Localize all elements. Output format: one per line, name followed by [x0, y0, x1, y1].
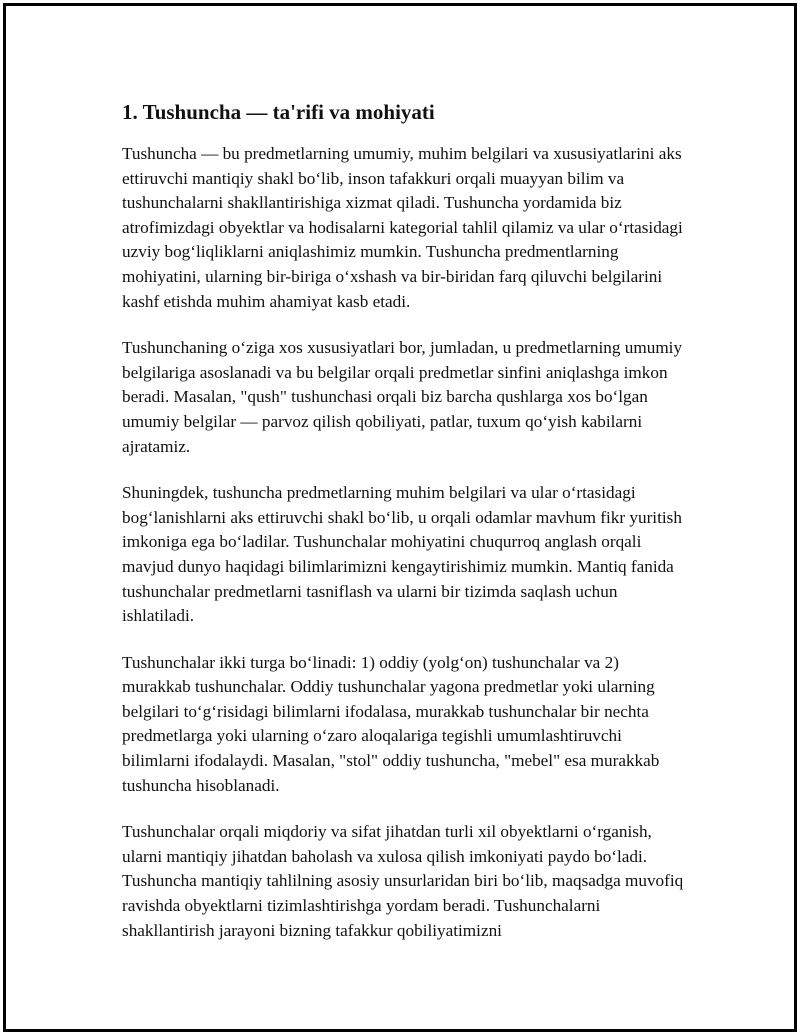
- page-title: 1. Tushuncha — ta'rifi va mohiyati: [122, 100, 435, 124]
- document-body: [122, 98, 688, 965]
- paragraph-3: Shuningdek, tushuncha predmetlarning muhim belgilari va ular o‘rtasidagi bog‘lanishlarni aks ettiruvchi shakl bo‘lib, u orqali odamlar mavhum fikr yuritish imkoniga ega bo‘ladilar. Tushunchalar mohiyatini chuqurroq anglash orqali mavjud dunyo haqidagi bilimlarimizni kengaytirishimiz mumkin. Mantiq fanida tushunchalar predmetlarni tasniflash va ularni bir tizimda saqlash uchun ishlatiladi.: [122, 483, 682, 626]
- paragraph-4: Tushunchalar ikki turga bo‘linadi: 1) oddiy (yolg‘on) tushunchalar va 2) murakkab tushunchalar. Oddiy tushunchalar yagona predmetlar yoki ularning belgilari to‘g‘risidagi bilimlarni ifodalasa, murakkab tushunchalar bir nechta predmetlarga yoki ularning o‘zaro aloqalariga tegishli umumlashtiruvchi bilimlarni ifodalaydi. Masalan, "stol" oddiy tushuncha, "mebel" esa murakkab tushuncha hisoblanadi.: [122, 652, 660, 795]
- paragraph-1: Tushuncha — bu predmetlarning umumiy, muhim belgilari va xususiyatlarini aks ettiruvchi mantiqiy shakl bo‘lib, inson tafakkuri orqali muayyan bilim va tushunchalarni shakllantirishiga xizmat qiladi. Tushuncha yordamida biz atrofimizdagi obyektlar va hodisalarni kategorial tahlil qilamiz va ular o‘rtasidagi uzviy bog‘liqliklarni aniqlashimiz mumkin. Tushuncha predmentlarning mohiyatini, ularning bir-biriga o‘xshash va bir-biridan farq qiluvchi belgilarini kashf etishda muhim ahamiyat kasb etadi.: [122, 144, 683, 311]
- page-frame: [3, 3, 797, 1032]
- paragraph-5: Tushunchalar orqali miqdoriy va sifat jihatdan turli xil obyektlarni o‘rganish, ularni mantiqiy jihatdan baholash va xulosa qilish imkoniyati paydo bo‘ladi. Tushuncha mantiqiy tahlilning asosiy unsurlaridan biri bo‘lib, maqsadga muvofiq ravishda obyektlarni tizimlashtirishga yordam beradi. Tushunchalarni shakllantirish jarayoni bizning tafakkur qobiliyatimizni: [122, 822, 684, 940]
- paragraph-2: Tushunchaning o‘ziga xos xususiyatlari bor, jumladan, u predmetlarning umumiy belgilariga asoslanadi va bu belgilar orqali predmetlar sinfini aniqlashga imkon beradi. Masalan, "qush" tushunchasi orqali biz barcha qushlarga xos bo‘lgan umumiy belgilar — parvoz qilish qobiliyati, patlar, tuxum qo‘yish kabilarni ajratamiz.: [122, 338, 683, 456]
